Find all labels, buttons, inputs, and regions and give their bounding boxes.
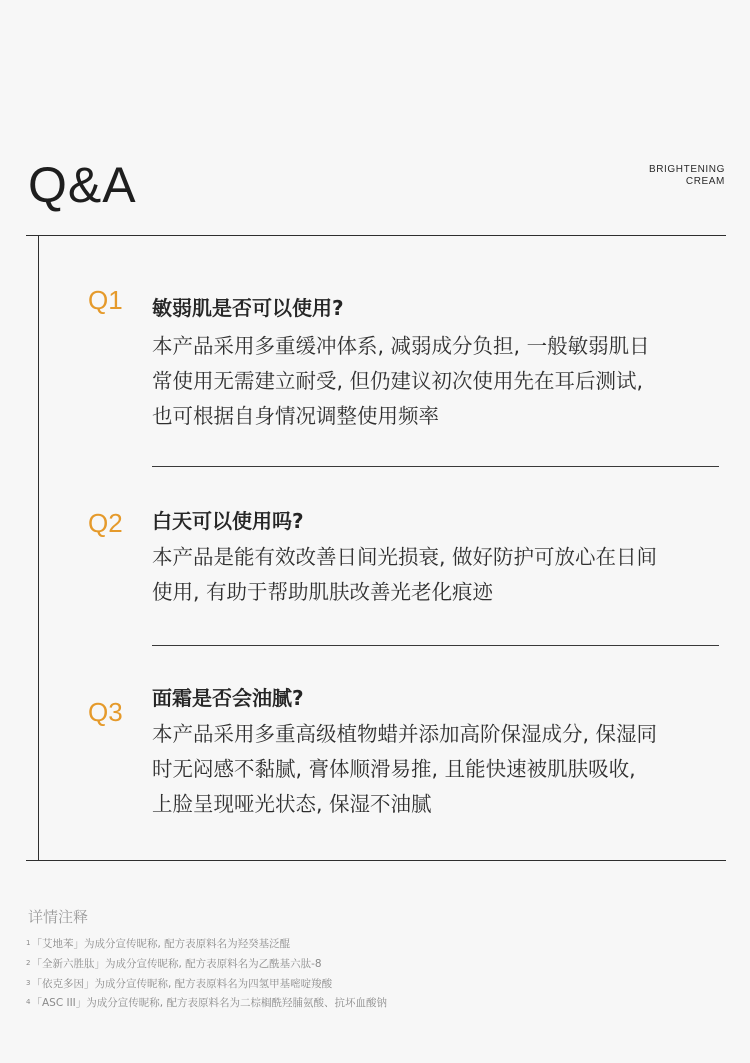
note-item-2 — [26, 956, 322, 971]
note-text-3: 「依克多因」为成分宣传昵称, 配方表原料名为四氢甲基嘧啶羧酸 — [31, 978, 333, 990]
note-mark-4: 4 — [26, 998, 31, 1006]
vertical-divider — [38, 235, 39, 861]
answer-2 — [152, 540, 732, 610]
answer-2-line-1: 本产品是能有效改善日间光损衰, 做好防护可放心在日间 — [152, 545, 658, 569]
question-title-2: 白天可以使用吗? — [152, 509, 304, 533]
answer-3-line-1: 本产品采用多重高级植物蜡并添加高阶保湿成分, 保湿同 — [152, 722, 658, 746]
note-text-4: 「ASC III」为成分宣传昵称, 配方表原料名为二棕榈酰羟脯氨酸、抗坏血酸钠 — [31, 997, 387, 1009]
question-title-1: 敏弱肌是否可以使用? — [152, 296, 344, 320]
bottom-divider — [26, 860, 726, 861]
answer-3-line-2: 时无闷感不黏腻, 膏体顺滑易推, 且能快速被肌肤吸收, — [152, 757, 636, 781]
answer-3 — [152, 717, 732, 822]
answer-1-line-2: 常使用无需建立耐受, 但仍建议初次使用先在耳后测试, — [152, 369, 644, 393]
separator-2 — [152, 645, 719, 646]
note-item-1 — [26, 936, 290, 951]
question-number-2: Q2 — [88, 508, 123, 538]
note-mark-3: 3 — [26, 979, 31, 987]
note-mark-1: 1 — [26, 939, 31, 947]
question-number-1: Q1 — [88, 285, 123, 315]
question-title-3: 面霜是否会油腻? — [152, 686, 304, 710]
note-text-2: 「全新六胜肽」为成分宣传昵称, 配方表原料名为乙酰基六肽-8 — [31, 958, 322, 970]
answer-3-line-3: 上脸呈现哑光状态, 保湿不油腻 — [152, 792, 432, 816]
brand-line-2: CREAM — [685, 176, 725, 187]
notes-heading: 详情注释 — [28, 908, 89, 926]
note-item-3 — [26, 976, 332, 991]
page-title: Q&A — [28, 157, 137, 213]
brand-line-1: BRIGHTENING — [648, 164, 725, 175]
brand-label — [649, 164, 725, 188]
note-text-1: 「艾地苯」为成分宣传昵称, 配方表原料名为羟癸基泛醌 — [31, 938, 291, 950]
question-number-3: Q3 — [88, 697, 123, 727]
answer-1 — [152, 329, 732, 434]
top-divider — [26, 235, 726, 236]
note-item-4 — [26, 995, 387, 1010]
answer-1-line-3: 也可根据自身情况调整使用频率 — [152, 404, 439, 428]
note-mark-2: 2 — [26, 959, 31, 967]
answer-2-line-2: 使用, 有助于帮助肌肤改善光老化痕迹 — [152, 580, 494, 604]
answer-1-line-1: 本产品采用多重缓冲体系, 减弱成分负担, 一般敏弱肌日 — [152, 334, 650, 358]
separator-1 — [152, 466, 719, 467]
